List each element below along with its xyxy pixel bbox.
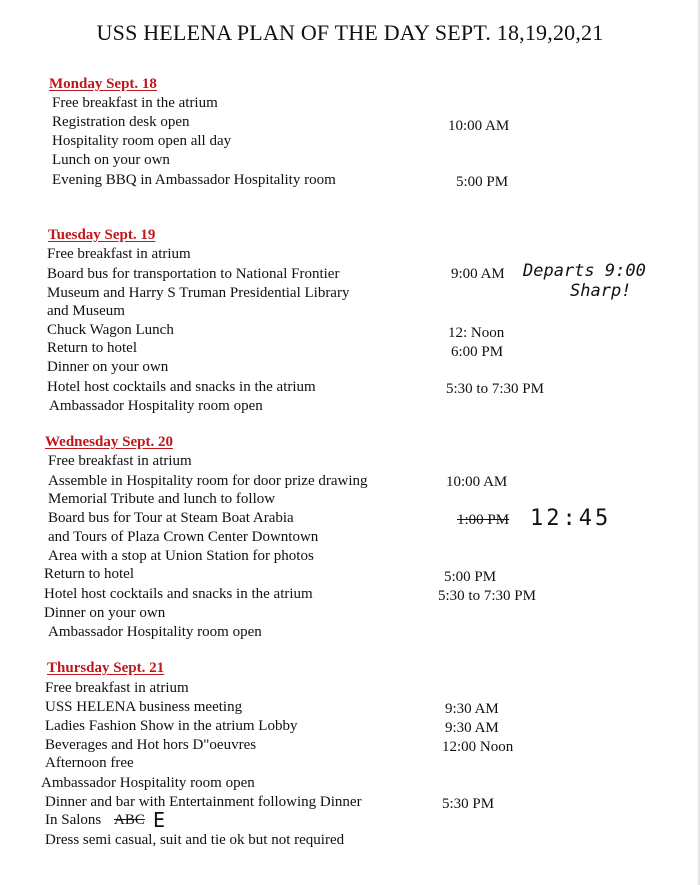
schedule-item: Free breakfast in atrium (48, 453, 192, 469)
day-heading-tuesday: Tuesday Sept. 19 (48, 227, 156, 243)
struck-salons: ABC (114, 812, 145, 828)
schedule-time: 10:00 AM (448, 118, 510, 134)
schedule-item: Return to hotel (47, 340, 137, 356)
schedule-time: 12: Noon (448, 325, 505, 341)
schedule-time: 6:00 PM (451, 344, 504, 360)
schedule-item: Dinner on your own (44, 605, 166, 621)
schedule-item: Dress semi casual, suit and tie ok but not required (45, 832, 345, 848)
schedule-item: Registration desk open (52, 114, 190, 130)
schedule-time: 9:00 AM (451, 266, 505, 282)
schedule-item: Memorial Tribute and lunch to follow (48, 491, 276, 507)
day-heading-wednesday: Wednesday Sept. 20 (45, 434, 173, 450)
page-title: USS HELENA PLAN OF THE DAY SEPT. 18,19,20,21 (96, 20, 604, 45)
schedule-item: Return to hotel (44, 566, 134, 582)
schedule-item: Lunch on your own (52, 152, 170, 168)
handwritten-note: Departs 9:00 (523, 261, 646, 281)
schedule-item: Board bus for transportation to National Frontier (47, 266, 340, 282)
handwritten-salon: E (153, 808, 166, 832)
schedule-item: Ambassador Hospitality room open (41, 775, 255, 791)
schedule-item: Free breakfast in atrium (45, 680, 189, 696)
schedule-item: Dinner on your own (47, 359, 169, 375)
schedule-item: and Museum (47, 303, 125, 319)
schedule-time: 5:30 PM (442, 796, 495, 812)
schedule-item: Ambassador Hospitality room open (49, 398, 263, 414)
schedule-time: 5:00 PM (456, 174, 509, 190)
handwritten-note: Sharp! (570, 281, 632, 301)
schedule-item: Area with a stop at Union Station for photos (48, 548, 314, 564)
schedule-time: 12:00 Noon (442, 739, 514, 755)
schedule-item: In Salons (45, 812, 102, 828)
day-heading-thursday: Thursday Sept. 21 (47, 660, 165, 676)
schedule-item: Board bus for Tour at Steam Boat Arabia (48, 510, 294, 526)
schedule-item: Hotel host cocktails and snacks in the atrium (47, 379, 316, 395)
schedule-item: Assemble in Hospitality room for door prize drawing (48, 473, 368, 489)
day-heading-monday: Monday Sept. 18 (49, 76, 157, 92)
schedule-item: Afternoon free (45, 755, 134, 771)
schedule-item: Museum and Harry S Truman Presidential Library (47, 285, 350, 301)
schedule-time: 9:30 AM (445, 720, 499, 736)
schedule-item: Free breakfast in the atrium (52, 95, 218, 111)
schedule-item: Beverages and Hot hors D"oeuvres (45, 737, 257, 753)
schedule-item: Free breakfast in atrium (47, 246, 191, 262)
schedule-item: Evening BBQ in Ambassador Hospitality room (52, 172, 336, 188)
schedule-item: Ladies Fashion Show in the atrium Lobby (45, 718, 298, 734)
schedule-item: and Tours of Plaza Crown Center Downtown (48, 529, 319, 545)
schedule-time: 5:30 to 7:30 PM (438, 588, 536, 604)
schedule-item: USS HELENA business meeting (45, 699, 243, 715)
schedule-item: Hotel host cocktails and snacks in the atrium (44, 586, 313, 602)
schedule-item: Chuck Wagon Lunch (47, 322, 174, 338)
schedule-time: 10:00 AM (446, 474, 508, 490)
schedule-item: Dinner and bar with Entertainment following Dinner (45, 794, 362, 810)
schedule-time: 9:30 AM (445, 701, 499, 717)
schedule-time: 5:30 to 7:30 PM (446, 381, 544, 397)
schedule-item: Hospitality room open all day (52, 133, 232, 149)
schedule-time: 5:00 PM (444, 569, 497, 585)
handwritten-time: 12:45 (530, 506, 612, 531)
schedule-item: Ambassador Hospitality room open (48, 624, 262, 640)
struck-time: 1:00 PM (457, 512, 510, 528)
